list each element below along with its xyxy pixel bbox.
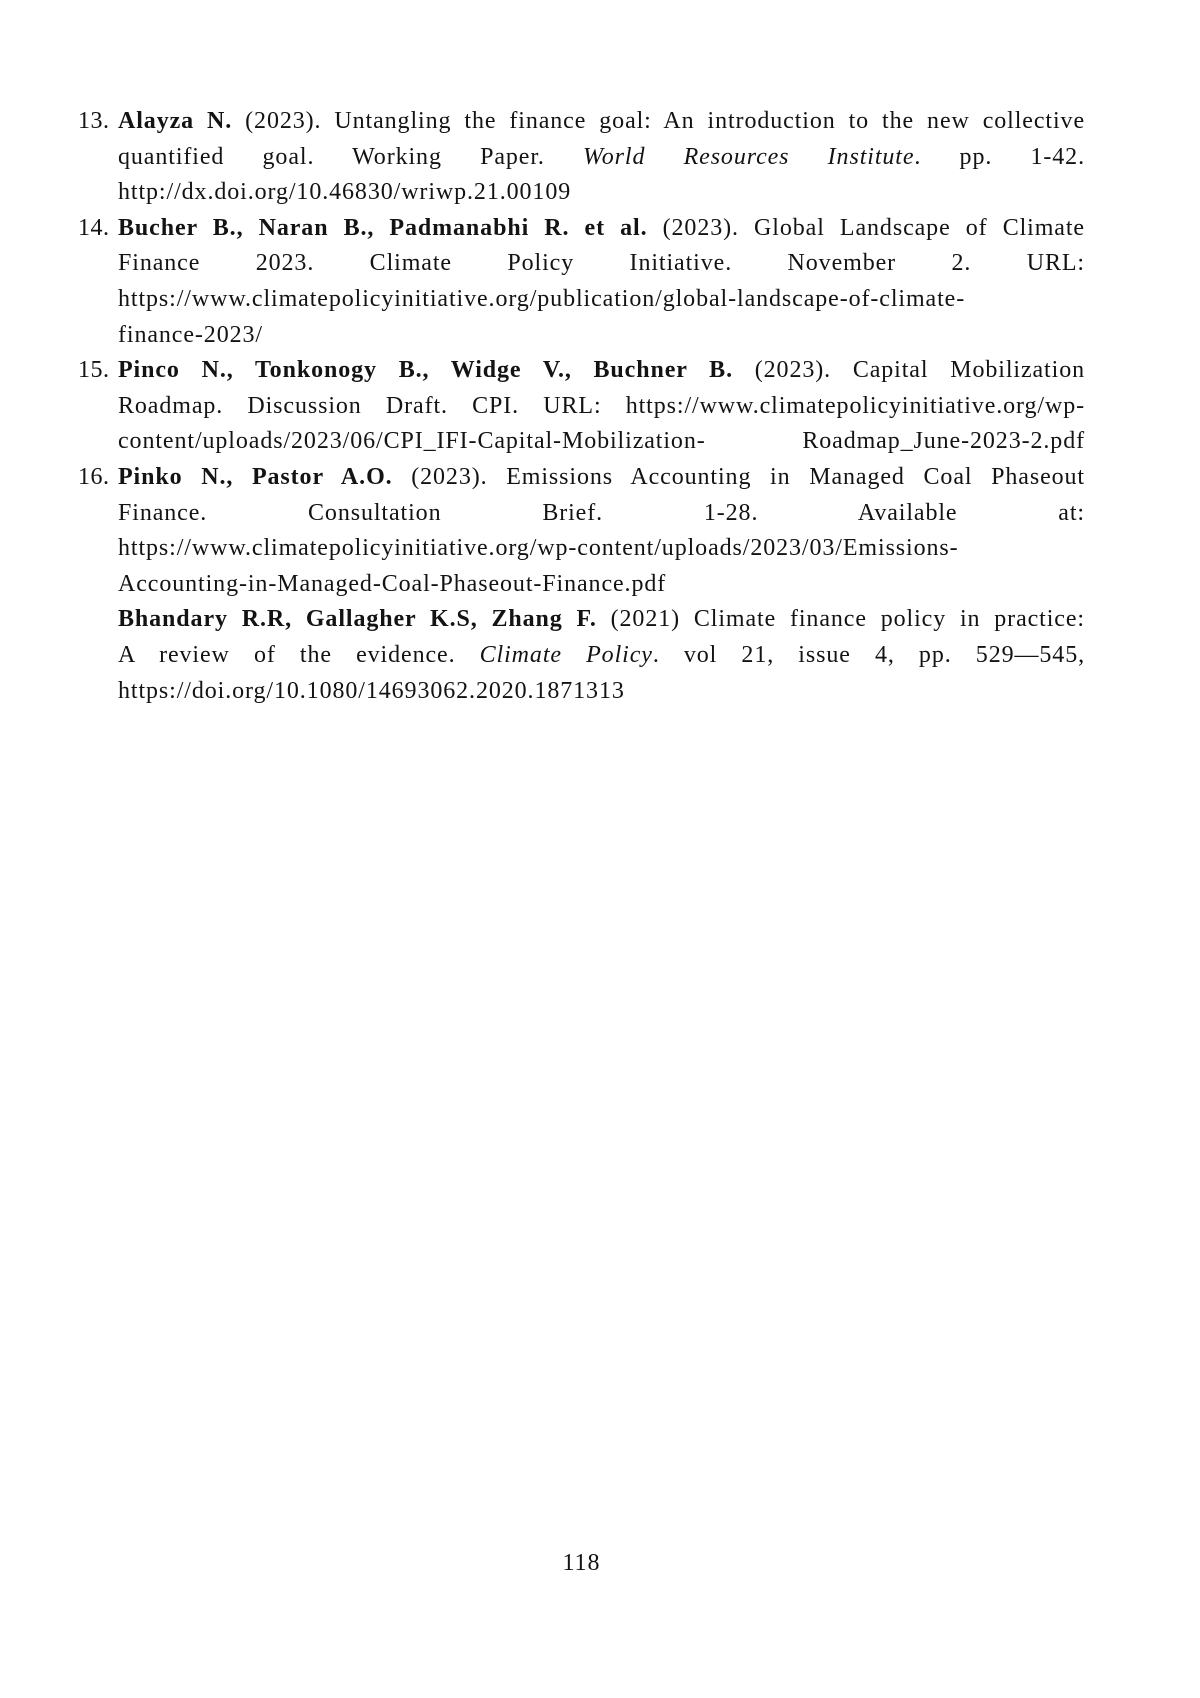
reference-authors: Bucher B., Naran B., Padmanabhi R. et al. [118,214,648,241]
reference-authors: Bhandary R.R, Gallagher K.S, Zhang F. [118,606,597,633]
reference-line [118,104,1085,140]
reference-line [118,246,1085,282]
reference-text: Accounting-in-Managed-Coal-Phaseout-Finance.pdf [118,570,667,597]
reference-line [118,318,1085,354]
reference-line [118,602,1085,638]
reference-source-italic: World Resources Institute [583,143,915,170]
reference-text: https://doi.org/10.1080/14693062.2020.1871313 [118,677,625,704]
reference-authors: Pinco N., Tonkonogy B., Widge V., Buchner B. [118,357,733,384]
reference-line [118,424,1085,460]
reference-text: . vol 21, issue 4, pp. 529—545, [652,641,1085,668]
reference-number: 15. [78,357,110,384]
reference-text: https://www.climatepolicyinitiative.org/publication/global-landscape-of-climate- [118,285,966,312]
reference-text: (2023). Capital Mobilization [732,357,1085,384]
reference-number: 13. [78,108,110,134]
reference-text: Roadmap. Discussion Draft. CPI. URL: https://www.climatepolicyinitiative.org/wp- [118,392,1085,419]
reference-line [118,531,1085,567]
reference-line [118,140,1085,176]
reference-entry-14 [78,211,1085,353]
reference-text: (2023). Global Landscape of Climate [647,214,1085,241]
reference-text: Finance. Consultation Brief. 1-28. Available at: [118,499,1085,526]
reference-text: http://dx.doi.org/10.46830/wriwp.21.00109 [118,179,572,206]
reference-text: . pp. 1-42. [914,143,1085,170]
reference-line [118,353,1085,389]
reference-source-italic: Climate Policy [479,641,653,668]
reference-text: (2023). Untangling the finance goal: An introduction to the new collective [232,108,1085,134]
reference-line [118,282,1085,318]
reference-text: content/uploads/2023/06/CPI_IFI-Capital-Mobilization- Roadmap_June-2023-2.pdf [118,428,1085,455]
reference-text: finance-2023/ [118,321,263,348]
reference-text: https://www.climatepolicyinitiative.org/wp-content/uploads/2023/03/Emissions- [118,535,959,562]
reference-authors: Pinko N., Pastor A.O. [118,463,393,490]
reference-number: 16. [78,463,110,490]
reference-line [118,674,1085,710]
reference-line [118,389,1085,425]
reference-entry-unnumbered-4 [78,602,1085,709]
reference-line [118,496,1085,532]
reference-text: A review of the evidence. [118,641,480,668]
reference-entry-13 [78,104,1085,211]
reference-line [118,175,1085,211]
reference-entry-16 [78,460,1085,602]
reference-line [118,567,1085,603]
reference-line [118,460,1085,496]
reference-text: (2023). Emissions Accounting in Managed Coal Phaseout [392,463,1085,490]
reference-authors: Alayza N. [118,108,233,134]
reference-entry-15 [78,353,1085,460]
references-list [78,104,1085,709]
reference-line [118,638,1085,674]
reference-text: Finance 2023. Climate Policy Initiative. November 2. URL: [118,250,1085,277]
page-number: 118 [562,1550,601,1576]
reference-line [118,211,1085,247]
reference-text: (2021) Climate finance policy in practice: [596,606,1085,633]
reference-text: quantified goal. Working Paper. [118,143,584,170]
reference-number: 14. [78,214,110,241]
